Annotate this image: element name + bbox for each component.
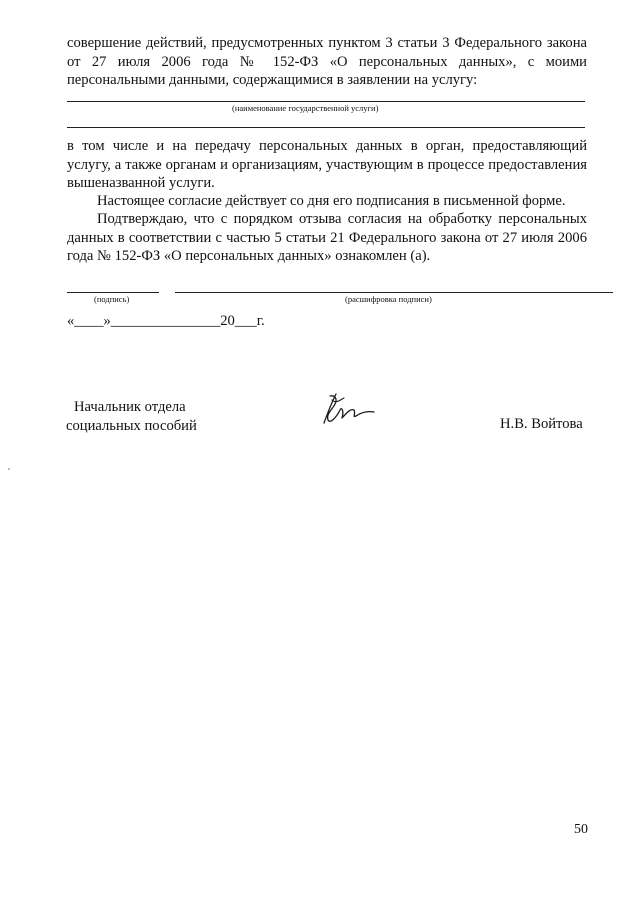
service-name-caption: (наименование государственной услуги)	[232, 103, 379, 113]
official-name: Н.В. Войтова	[500, 416, 583, 432]
consent-paragraph-actions: совершение действий, предусмотренных пунктом 3 статьи 3 Федерального закона от 27 июля 2006 года № 152-ФЗ «О персональных данных», с моими персональными данными, содержащимися в заявлении на услугу:	[67, 35, 587, 88]
handwritten-signature	[318, 390, 376, 428]
service-name-line-2	[67, 127, 585, 128]
official-position-line-2: социальных пособий	[66, 417, 197, 434]
consent-paragraph-validity: Настоящее согласие действует со дня его подписания в письменной форме.	[97, 193, 566, 209]
official-position-line-1: Начальник отдела	[74, 399, 186, 415]
signature-line	[67, 292, 159, 293]
date-line: «____»_______________20___г.	[67, 313, 265, 329]
scan-artifact	[8, 468, 10, 470]
signature-caption: (подпись)	[94, 294, 130, 304]
official-position	[66, 398, 197, 435]
service-name-line	[67, 101, 585, 102]
page-number: 50	[574, 822, 588, 837]
consent-paragraph-transfer: в том числе и на передачу персональных данных в орган, предоставляющий услугу, а также органам и организациям, участвующим в процессе предоставления вышеназванной услуги.	[67, 138, 587, 191]
consent-paragraph-revocation: Подтверждаю, что с порядком отзыва согласия на обработку персональных данных в соответствии с частью 5 статьи 21 Федерального закона от 27 июля 2006 года № 152-ФЗ «О персональных данных» ознакомлен (а).	[67, 211, 587, 264]
signature-transcript-caption: (расшифровка подписи)	[345, 294, 432, 304]
signature-transcript-line	[175, 292, 613, 293]
